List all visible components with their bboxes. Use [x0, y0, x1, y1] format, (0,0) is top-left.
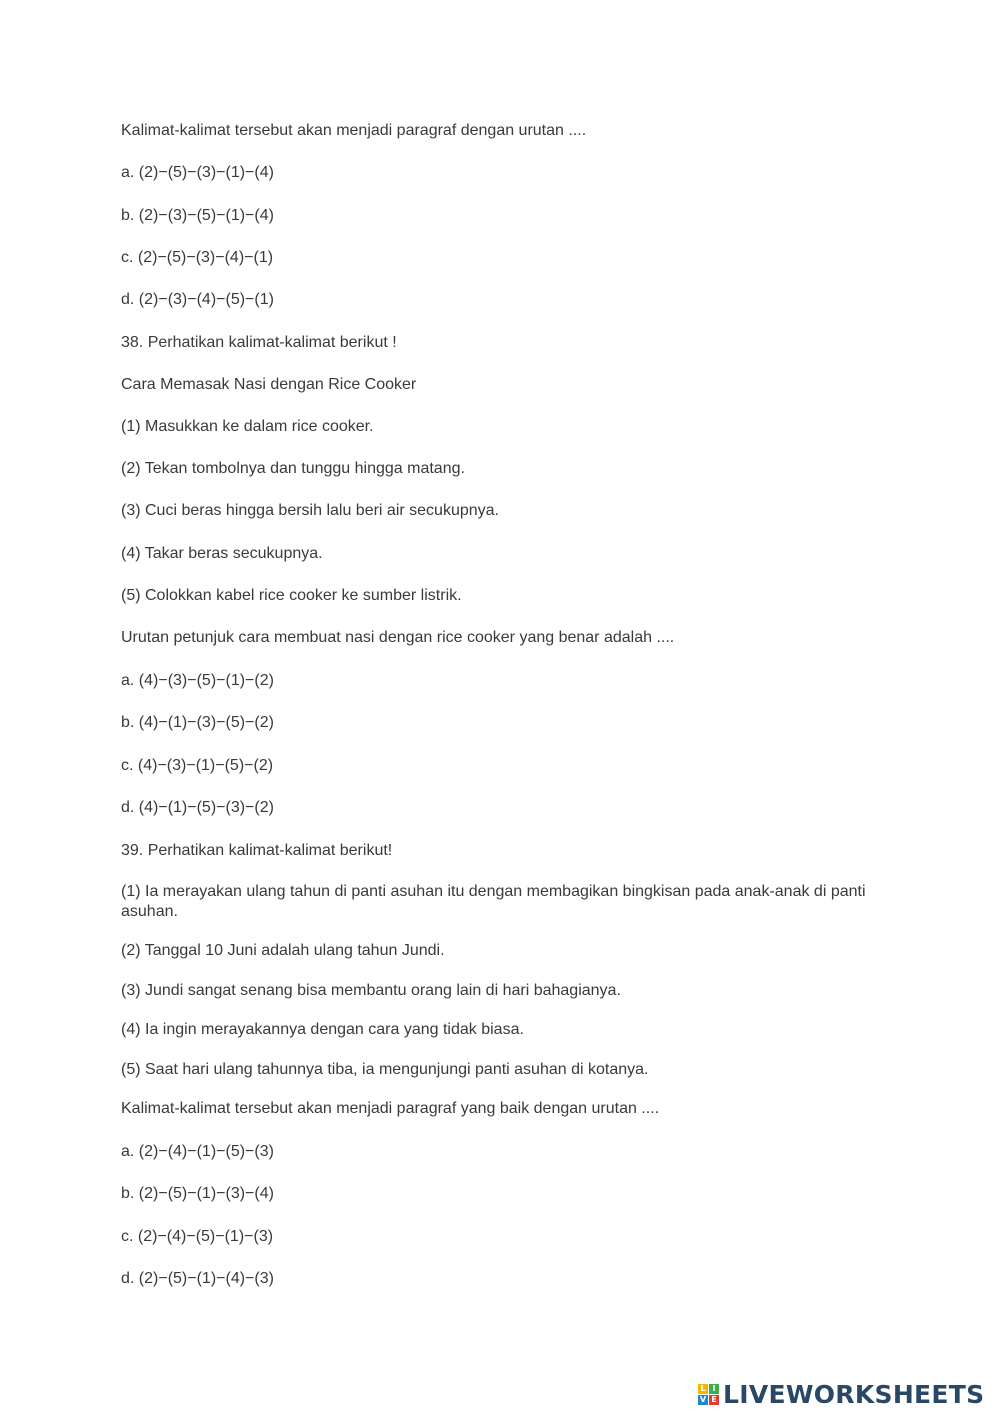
question-39-option-a: a. (2)−(4)−(1)−(5)−(3): [121, 1143, 274, 1160]
mark-tile-i: I: [709, 1384, 719, 1394]
question-38-option-c: c. (4)−(3)−(1)−(5)−(2): [121, 757, 274, 774]
question-38-prompt: Urutan petunjuk cara membuat nasi dengan rice cooker yang benar adalah ....: [121, 629, 675, 646]
question-38-sentence-5: (5) Colokkan kabel rice cooker ke sumber listrik.: [121, 587, 462, 604]
question-37-option-b: b. (2)−(3)−(5)−(1)−(4): [121, 207, 274, 224]
question-39-sentence-2: (2) Tanggal 10 Juni adalah ulang tahun Jundi.: [121, 942, 445, 959]
question-39-option-b: b. (2)−(5)−(1)−(3)−(4): [121, 1185, 274, 1202]
question-37-option-d: d. (2)−(3)−(4)−(5)−(1): [121, 291, 274, 308]
question-39-prompt: Kalimat-kalimat tersebut akan menjadi paragraf yang baik dengan urutan ....: [121, 1100, 660, 1117]
question-38-option-a: a. (4)−(3)−(5)−(1)−(2): [121, 672, 274, 689]
question-38-sentence-1: (1) Masukkan ke dalam rice cooker.: [121, 418, 374, 435]
question-38-option-d: d. (4)−(1)−(5)−(3)−(2): [121, 799, 274, 816]
question-38-option-b: b. (4)−(1)−(3)−(5)−(2): [121, 714, 274, 731]
question-39-option-d: d. (2)−(5)−(1)−(4)−(3): [121, 1270, 274, 1287]
question-37-option-c: c. (2)−(5)−(3)−(4)−(1): [121, 249, 274, 266]
question-39-sentence-4: (4) Ia ingin merayakannya dengan cara yang tidak biasa.: [121, 1021, 524, 1038]
mark-tile-l: L: [698, 1384, 708, 1394]
question-38-sentence-3: (3) Cuci beras hingga bersih lalu beri air secukupnya.: [121, 502, 499, 519]
question-38-heading: 38. Perhatikan kalimat-kalimat berikut !: [121, 334, 397, 351]
mark-tile-e: E: [709, 1395, 719, 1405]
question-39-option-c: c. (2)−(4)−(5)−(1)−(3): [121, 1228, 274, 1245]
question-37-option-a: a. (2)−(5)−(3)−(1)−(4): [121, 164, 274, 181]
question-37-prompt: Kalimat-kalimat tersebut akan menjadi paragraf dengan urutan ....: [121, 122, 587, 139]
question-39-heading: 39. Perhatikan kalimat-kalimat berikut!: [121, 842, 393, 859]
question-39-sentence-1: (1) Ia merayakan ulang tahun di panti asuhan itu dengan membagikan bingkisan pada anak-anak di panti asuhan.: [121, 883, 866, 920]
mark-tile-v: V: [699, 1394, 707, 1404]
liveworksheets-mark-icon: [698, 1384, 719, 1405]
question-39-sentence-5: (5) Saat hari ulang tahunnya tiba, ia mengunjungi panti asuhan di kotanya.: [121, 1061, 649, 1078]
question-38-title: Cara Memasak Nasi dengan Rice Cooker: [121, 376, 417, 393]
question-39-sentence-3: (3) Jundi sangat senang bisa membantu orang lain di hari bahagianya.: [121, 982, 621, 999]
question-38-sentence-4: (4) Takar beras secukupnya.: [121, 545, 323, 562]
question-38-sentence-2: (2) Tekan tombolnya dan tunggu hingga matang.: [121, 460, 465, 477]
liveworksheets-logo: [698, 1380, 984, 1408]
brand-name: LIVEWORKSHEETS: [723, 1379, 985, 1409]
